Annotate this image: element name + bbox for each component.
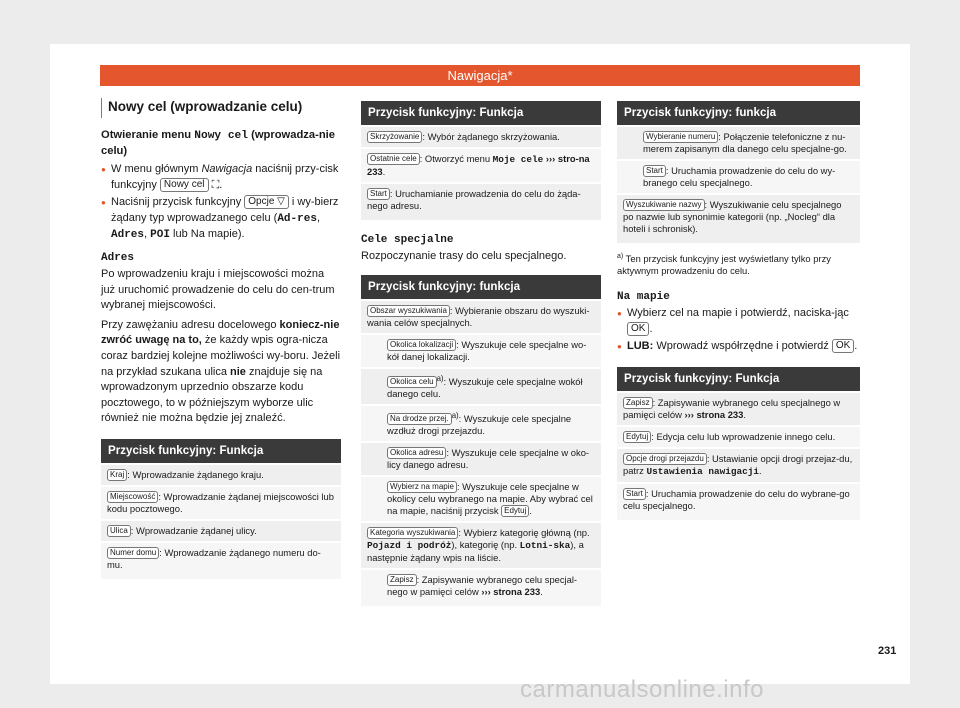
table-row: Numer domu : Wprowadzanie żądanego numeru do-mu.: [101, 541, 341, 579]
table-title: Przycisk funkcyjny: funkcja: [617, 101, 860, 125]
table-title: Przycisk funkcyjny: Funkcja: [361, 101, 601, 125]
heading-adres: Adres: [101, 251, 135, 264]
footnote: $^{a)}$ Ten przycisk funkcyjny jest wyświetlany tylko przy aktywnym prowadzeniu do celu.: [617, 253, 831, 277]
numer-domu-button[interactable]: Numer domu: [107, 547, 159, 559]
table-row: Kategoria wyszukiwania : Wybierz kategorię główną (np. Pojazd i podróż), kategorię (np. Lotni-ska), a następnie żądany wpis na liście.: [361, 521, 601, 568]
table-row: Obszar wyszukiwania : Wybieranie obszaru do wyszuki-wania celów specjalnych.: [361, 299, 601, 333]
column-left: [101, 98, 341, 579]
zapisz-button[interactable]: Zapisz: [623, 397, 653, 409]
page-number: 231: [878, 645, 897, 657]
table-row: Wybierz na mapie : Wyszukuje cele specjalne w okolicy celu wybranego na mapie. Aby wybrać cel na mapie, naciśnij przycisk Edytuj .: [361, 475, 601, 521]
wybieranie-numeru-button[interactable]: Wybieranie numeru: [643, 131, 718, 143]
kategoria-wyszukiwania-button[interactable]: Kategoria wyszukiwania: [367, 527, 458, 539]
ok-button[interactable]: OK: [627, 322, 649, 336]
chapter-title: Nowy cel (wprowadzanie celu): [101, 98, 341, 118]
table-row: Edytuj : Edycja celu lub wprowadzenie innego celu.: [617, 425, 860, 447]
page-link[interactable]: stro-na 233: [367, 153, 590, 177]
table-row: Okolica lokalizacji : Wyszukuje cele specjalne wo-kół danej lokalizacji.: [361, 333, 601, 367]
edytuj-button[interactable]: Edytuj: [501, 505, 529, 517]
table-row: Wyszukiwanie nazwy : Wyszukiwanie celu specjalnego po nazwie lub synonimie kategorii (np. „Nocleg“ dla hoteli i schronisk).: [617, 193, 860, 243]
na-drodze-przej-button[interactable]: Na drodze przej.: [387, 413, 452, 425]
function-table-address: [101, 439, 341, 579]
opcje-button[interactable]: Opcje ▽: [244, 195, 289, 209]
function-table-map: [617, 367, 860, 520]
okolica-lokalizacji-button[interactable]: Okolica lokalizacji: [387, 339, 456, 351]
table-row: Skrzyżowanie : Wybór żądanego skrzyżowania.: [361, 125, 601, 147]
page-link[interactable]: ››› strona 233: [481, 585, 541, 597]
okolica-celu-button[interactable]: Okolica celu: [387, 376, 437, 388]
function-table-poi: [361, 275, 601, 606]
table-row: Wybieranie numeru : Połączenie telefoniczne z nu-merem zapisanym dla danego celu specjalne-go.: [617, 125, 860, 159]
ok-button[interactable]: OK: [832, 339, 854, 353]
table-title: Przycisk funkcyjny: Funkcja: [617, 367, 860, 391]
nowy-cel-button[interactable]: Nowy cel: [160, 178, 209, 192]
page-link[interactable]: ››› strona 233: [684, 408, 744, 420]
obszar-wyszukiwania-button[interactable]: Obszar wyszukiwania: [367, 305, 450, 317]
table-row: Zapisz : Zapisywanie wybranego celu specjalnego w pamięci celów ››› strona 233.: [617, 391, 860, 425]
table-row: Start : Uruchamia prowadzenie do celu do wybrane-go celu specjalnego.: [617, 482, 860, 520]
zapisz-button[interactable]: Zapisz: [387, 574, 417, 586]
start-button[interactable]: Start: [367, 188, 390, 200]
kraj-button[interactable]: Kraj: [107, 469, 127, 481]
table-title: Przycisk funkcyjny: funkcja: [361, 275, 601, 299]
ulica-button[interactable]: Ulica: [107, 525, 131, 537]
edytuj-button[interactable]: Edytuj: [623, 431, 651, 443]
table-row: Zapisz : Zapisywanie wybranego celu specjal-nego w pamięci celów ››› strona 233.: [361, 568, 601, 606]
table-row: Ostatnie cele : Otworzyć menu Moje cele ››› stro-na 233.: [361, 147, 601, 182]
paragraph-adres-1: Po wprowadzeniu kraju i miejscowości można już uruchomić prowadzenie do celu do cen-trum wybranej miejscowości.: [101, 267, 335, 312]
wybierz-na-mapie-button[interactable]: Wybierz na mapie: [387, 481, 457, 493]
table-row: Kraj : Wprowadzanie żądanego kraju.: [101, 463, 341, 485]
column-middle: [361, 101, 601, 606]
table-row: Okolica celu $^{a)}$: Wyszukuje cele specjalne wokół danego celu.: [361, 367, 601, 404]
table-row: Ulica : Wprowadzanie żądanej ulicy.: [101, 519, 341, 541]
paragraph-cele: Rozpoczynanie trasy do celu specjalnego.: [361, 250, 567, 262]
paragraph-adres-2: Przy zawężaniu adresu docelowego koniecz-nie zwróć uwagę na to, że każdy wpis ogra-nicza coraz bardziej kolejne możliwości wy-boru. Jeżeli na przykład szukana ulica nie znajduje się na wprowadzonym uprzednio obszarze kodu pocztowego, to w późniejszym wyborze ulic również nie można będzie jej znaleźć.: [101, 318, 341, 425]
wyszukiwanie-nazwy-button[interactable]: Wyszukiwanie nazwy: [623, 199, 705, 211]
watermark: carmanualsonline.info: [520, 676, 764, 703]
table-row: Start : Uruchamia prowadzenie do celu do wy-branego celu specjalnego.: [617, 159, 860, 193]
subheading-open-menu: Otwieranie menu Nowy cel (wprowadza-nie celu): [101, 129, 336, 157]
opcje-drogi-przejazdu-button[interactable]: Opcje drogi przejazdu: [623, 453, 707, 465]
start-button[interactable]: Start: [623, 488, 646, 500]
section-header: Nawigacja*: [100, 65, 860, 86]
table-row: Opcje drogi przejazdu : Ustawianie opcji drogi przejaz-du, patrz Ustawienia nawigacji.: [617, 447, 860, 482]
step-coordinates: ● LUB: Wprowadź współrzędne i potwierdź OK .: [617, 339, 860, 355]
function-table-address-cont: [361, 101, 601, 220]
destination-icon: ⛶: [211, 178, 220, 191]
column-right: [617, 101, 860, 520]
table-row: Miejscowość : Wprowadzanie żądanej miejscowości lub kodu pocztowego.: [101, 485, 341, 519]
start-button[interactable]: Start: [643, 165, 666, 177]
miejscowosc-button[interactable]: Miejscowość: [107, 491, 158, 503]
step-main-menu: ● W menu głównym Nawigacja naciśnij przy-cisk funkcyjny Nowy cel ⛶.: [101, 162, 341, 193]
table-row: Na drodze przej. $^{a)}$: Wyszukuje cele specjalne wzdłuż drogi przejazdu.: [361, 404, 601, 441]
heading-na-mapie: Na mapie: [617, 291, 670, 304]
heading-cele-specjalne: Cele specjalne: [361, 234, 454, 246]
table-title: Przycisk funkcyjny: Funkcja: [101, 439, 341, 463]
okolica-adresu-button[interactable]: Okolica adresu: [387, 447, 446, 459]
step-options: ● Naciśnij przycisk funkcyjny Opcje ▽ i wy-bierz żądany typ wprowadzanego celu (Ad-res, Adres, POI lub Na mapie).: [101, 195, 341, 244]
function-table-poi-cont: [617, 101, 860, 243]
table-row: Okolica adresu : Wyszukuje cele specjalne w oko-licy danego adresu.: [361, 441, 601, 475]
table-row: Start : Uruchamianie prowadzenia do celu do żąda-nego adresu.: [361, 182, 601, 220]
skrzyzowanie-button[interactable]: Skrzyżowanie: [367, 131, 422, 143]
ostatnie-cele-button[interactable]: Ostatnie cele: [367, 153, 420, 165]
step-map-select: ● Wybierz cel na mapie i potwierdź, naciska-jąc OK .: [617, 306, 860, 337]
